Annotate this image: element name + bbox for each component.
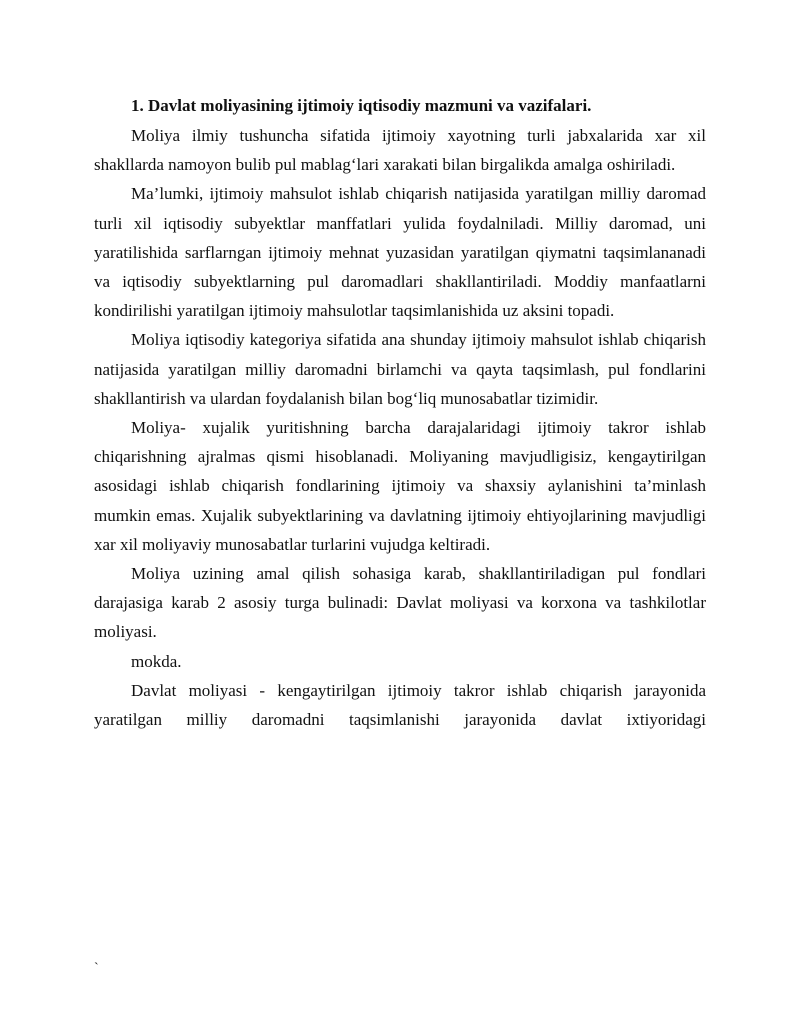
document-body [94,91,706,734]
paragraph-7: Davlat moliyasi - kengaytirilgan ijtimoiy takror ishlab chiqarish jarayonida yaratilgan milliy daromadni taqsimlanishi jarayonida davlat ixtiyoridagi [94,680,706,730]
paragraph-2: Ma’lumki, ijtimoiy mahsulot ishlab chiqarish natijasida yaratilgan milliy daromad turli xil iqtisodiy subyektlar manffatlari yulida foydalniladi. Milliy daromad, uni yaratilishida sarflarngan ijtimoiy mehnat yuzasidan yaratilgan qiymatni taqsimlananadi va iqtisodiy subyektlarning pul daromadlari shakllantiriladi. Moddiy manfaatlarni kondirilishi yaratilgan ijtimoiy mahsulotlar taqsimlanishida uz aksini topadi. [94,184,706,321]
paragraph-6: mokda. [131,651,182,671]
paragraph-3: Moliya iqtisodiy kategoriya sifatida ana shunday ijtimoiy mahsulot ishlab chiqarish natijasida yaratilgan milliy daromadni birlamchi va qayta taqsimlash, pul fondlarini shakllantirish va ulardan foydalanish bilan bog‘liq munosabatlar tizimidir. [94,330,706,408]
footer-mark: ` [94,961,99,976]
paragraph-4: Moliya- xujalik yuritishning barcha darajalaridagi ijtimoiy takror ishlab chiqarishning ajralmas qismi hisoblanadi. Moliyaning mavjudligisiz, kengaytirilgan asosidagi ishlab chiqarish fondlarining ijtimoiy va shaxsiy aylanishini ta’minlash mumkin emas. Xujalik subyektlarining va davlatning ijtimoiy ehtiyojlarining mavjudligi xar xil moliyaviy munosabatlar turlarini vujudga keltiradi. [94,418,706,554]
paragraph-1: Moliya ilmiy tushuncha sifatida ijtimoiy xayotning turli jabxalarida xar xil shakllarda namoyon bulib pul mablag‘lari xarakati bilan birgalikda amalga oshiriladi. [94,126,706,175]
paragraph-5: Moliya uzining amal qilish sohasiga karab, shakllantiriladigan pul fondlari darajasiga karab 2 asosiy turga bulinadi: Davlat moliyasi va korxona va tashkilotlar moliyasi. [94,564,706,642]
section-heading: 1. Davlat moliyasining ijtimoiy iqtisodiy mazmuni va vazifalari. [131,96,592,115]
